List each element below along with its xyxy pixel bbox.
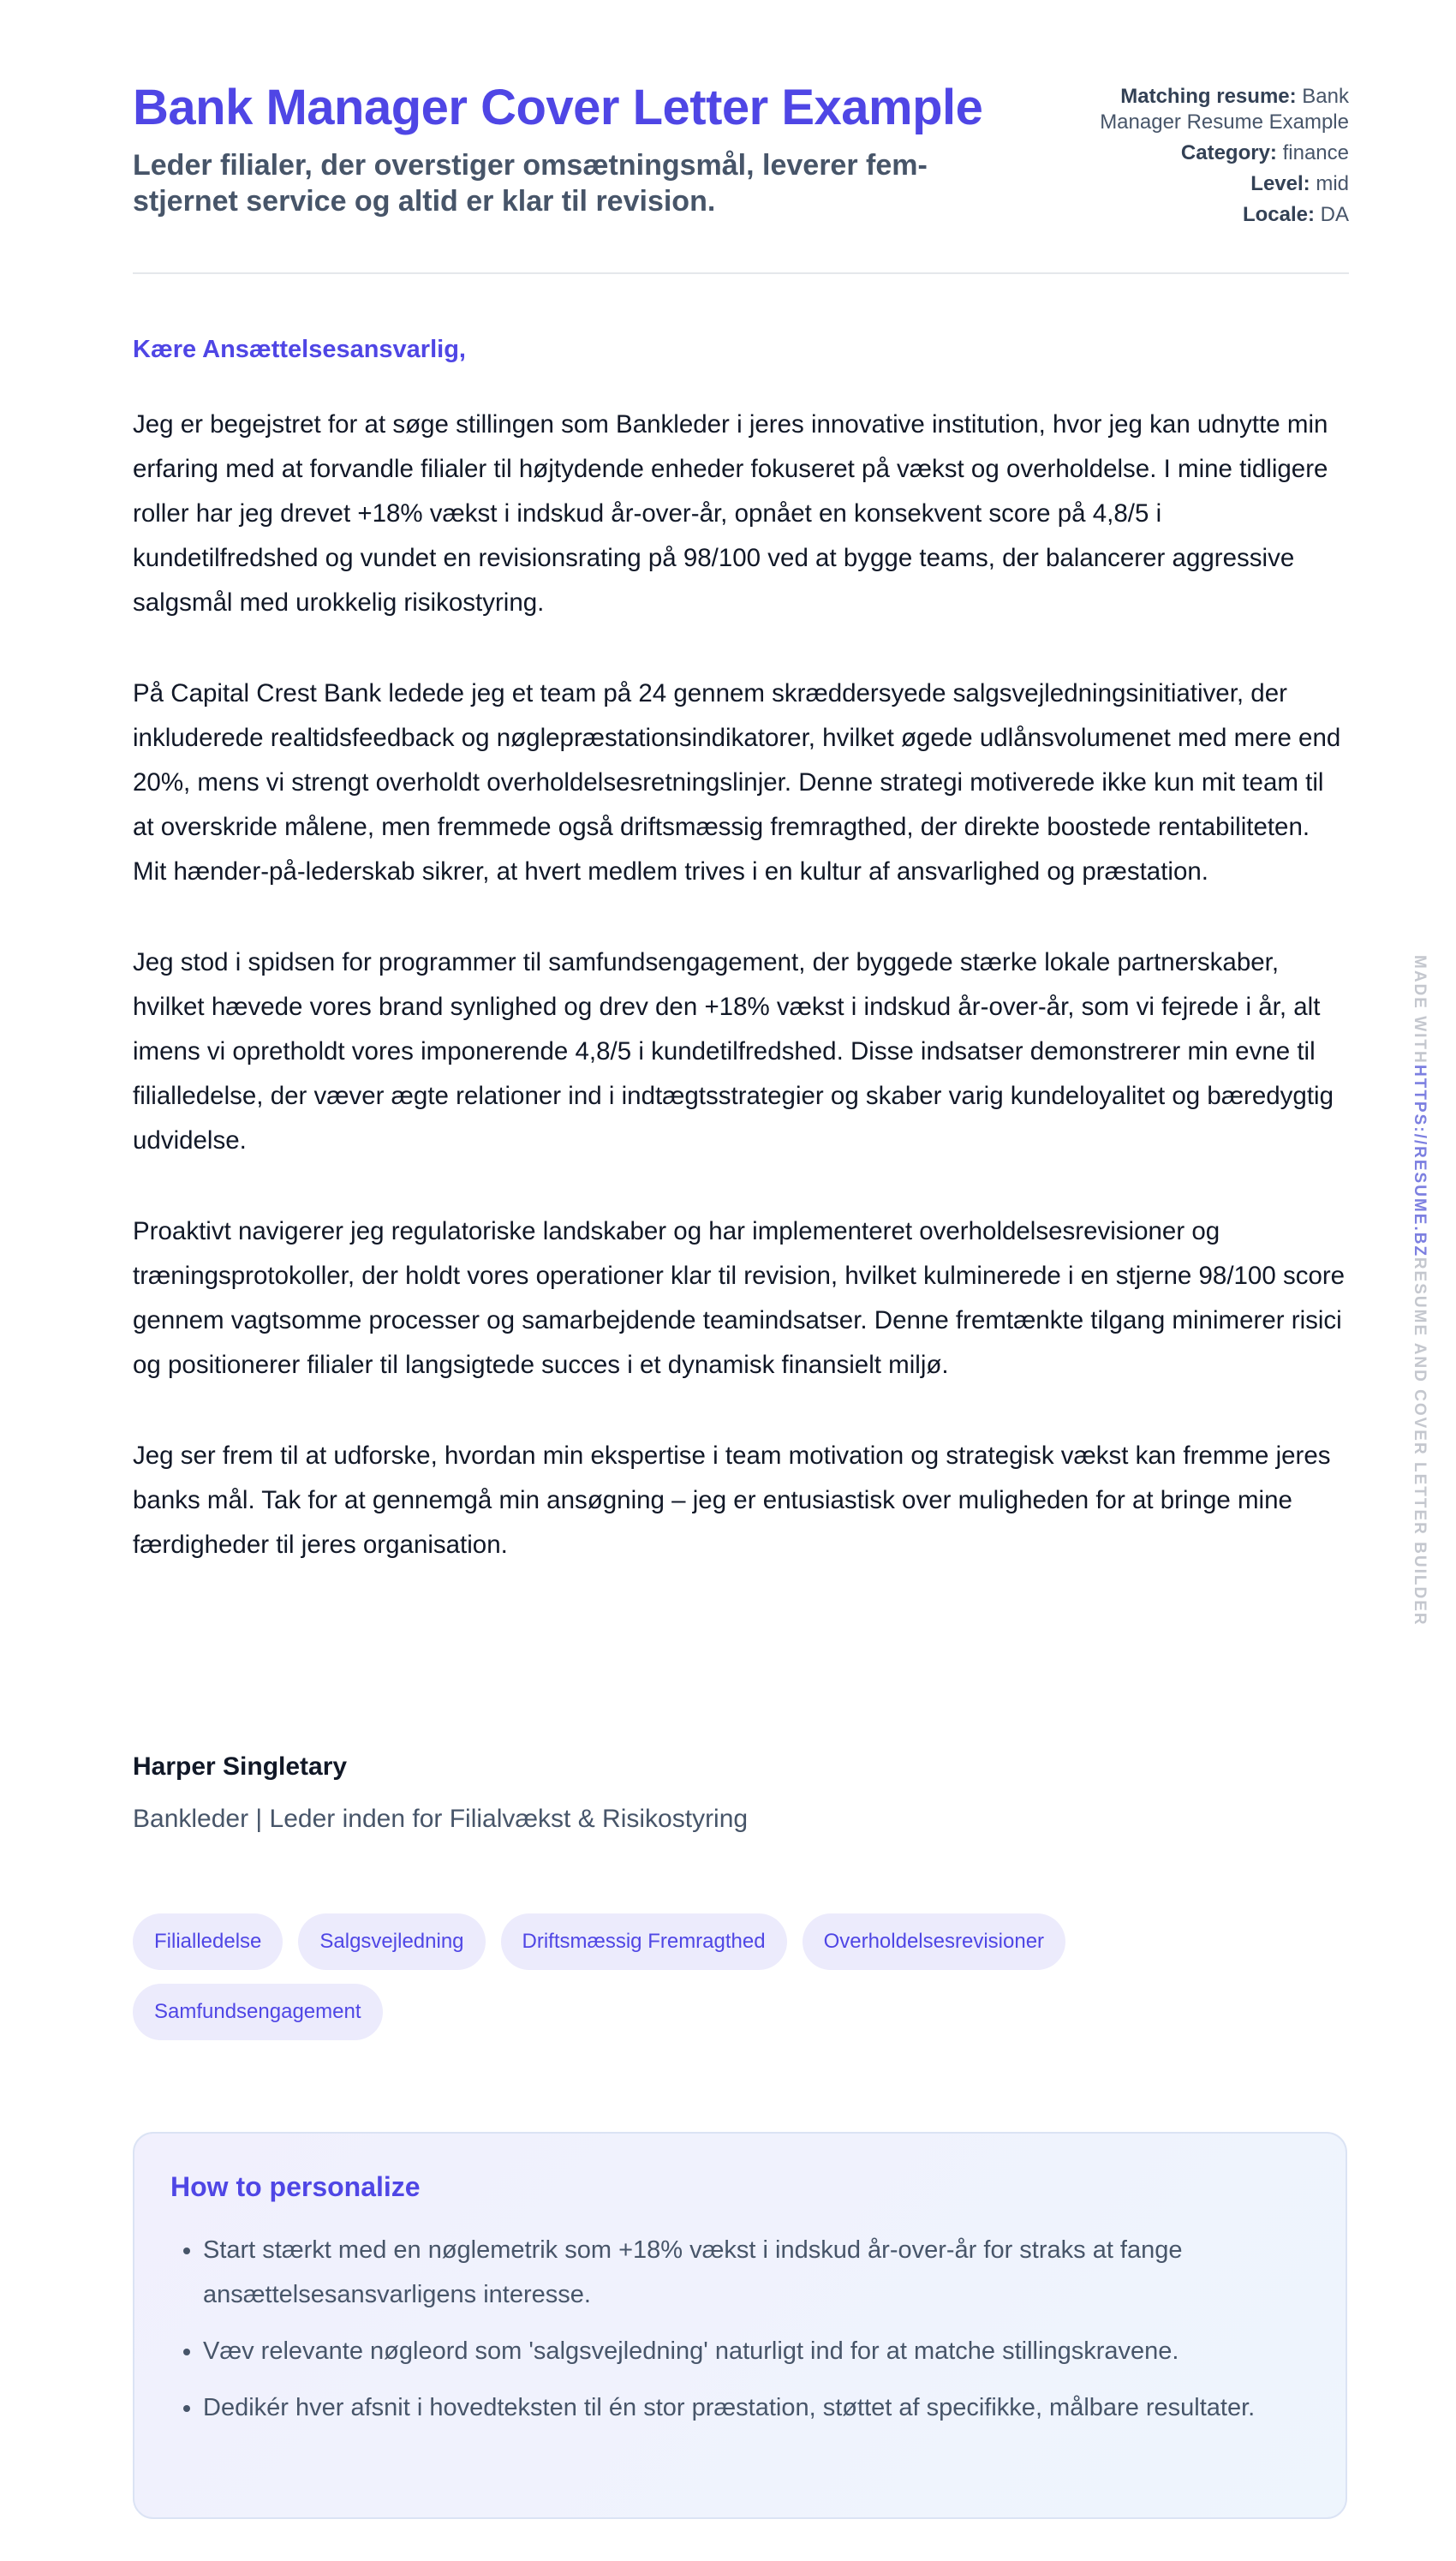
personalize-tips-box bbox=[133, 2132, 1347, 2519]
skill-tag: Samfundsengagement bbox=[133, 1984, 383, 2040]
tips-list bbox=[170, 2228, 1351, 2442]
meta-value: finance bbox=[1282, 141, 1349, 164]
skill-tags bbox=[133, 1913, 1246, 2040]
letter-paragraph: Jeg stod i spidsen for programmer til samfundsengagement, der byggede stærke lokale partnerskaber, hvilket hævede vores brand synlighed og drev den +18% vækst i indskud år-over-år, som vi fejrede i år, alt imens vi opretholdt vores imponerende 4,8/5 i kundetilfredshed. Disse indsatser demonstrerer min evne til filialledelse, der væver ægte relationer ind i indtægtsstrategier og skaber varig kundeloyalitet og bæredygtig udvidelse. bbox=[133, 948, 1334, 1155]
meta-info bbox=[1066, 84, 1349, 233]
meta-matching-resume bbox=[1066, 84, 1349, 135]
watermark-link[interactable]: HTTPS://RESUME.BZ bbox=[1411, 1064, 1429, 1257]
meta-label: Locale: bbox=[1242, 203, 1315, 226]
tip-item: • Dedikér hver afsnit i hovedteksten til én stor præstation, støttet af specifikke, målbare resultater. bbox=[203, 2385, 1351, 2430]
meta-value: mid bbox=[1316, 172, 1349, 195]
skill-tag: Filialledelse bbox=[133, 1913, 283, 1970]
meta-locale bbox=[1066, 202, 1349, 228]
skill-tag: Driftsmæssig Fremragthed bbox=[501, 1913, 787, 1970]
meta-label: Matching resume: bbox=[1120, 85, 1297, 108]
meta-level bbox=[1066, 171, 1349, 197]
tips-heading: How to personalize bbox=[170, 2171, 421, 2202]
signature-title: Bankleder | Leder inden for Filialvækst & Risikostyring bbox=[133, 1805, 749, 1833]
skill-tag: Salgsvejledning bbox=[298, 1913, 485, 1970]
page-subtitle: Leder filialer, der overstiger omsætningsmål, leverer fem-stjernet service og altid er klar til revision. bbox=[133, 149, 928, 218]
watermark-vertical bbox=[1410, 955, 1429, 1627]
skill-tag: Overholdelsesrevisioner bbox=[803, 1913, 1065, 1970]
letter-paragraph: Jeg ser frem til at udforske, hvordan min ekspertise i team motivation og strategisk vækst kan fremme jeres banks mål. Tak for at gennemgå min ansøgning – jeg er entusiastisk over muligheden for at bringe mine færdigheder til jeres organisation. bbox=[133, 1442, 1331, 1559]
watermark-prefix: MADE WITH bbox=[1411, 955, 1429, 1065]
letter-paragraph: På Capital Crest Bank ledede jeg et team på 24 gennem skræddersyede salgsvejledningsinitiativer, der inkluderede realtidsfeedback og nøglepræstationsindikatorer, hvilket øgede udlånsvolumenet med mere end 20%, mens vi strengt overholdt overholdelsesretningslinjer. Denne strategi motiverede ikke kun mit team til at overskride målene, men fremmede også driftsmæssig fremragthed, der direkte boostede rentabiliteten. Mit hænder-på-lederskab sikrer, at hvert medlem trives i en kultur af ansvarlighed og præstation. bbox=[133, 679, 1341, 886]
meta-category bbox=[1066, 140, 1349, 166]
meta-label: Category: bbox=[1180, 141, 1277, 164]
meta-label: Level: bbox=[1250, 172, 1310, 195]
page-title: Bank Manager Cover Letter Example bbox=[133, 80, 983, 135]
meta-value: DA bbox=[1320, 203, 1349, 226]
watermark-suffix: RESUME AND COVER LETTER BUILDER bbox=[1411, 1257, 1429, 1627]
letter-paragraph: Proaktivt navigerer jeg regulatoriske landskaber og har implementeret overholdelsesrevisioner og træningsprotokoller, der holdt vores operationer klar til revision, hvilket kulminerede i en stjerne 98/100 score gennem vagtsomme processer og samarbejdende teamindsatser. Denne fremtænkte tilgang minimerer risici og positionerer filialer til langsigtede succes i et dynamisk finansielt miljø. bbox=[133, 1217, 1346, 1379]
signature-name: Harper Singletary bbox=[133, 1752, 348, 1781]
tip-item: • Væv relevante nøgleord som 'salgsvejledning' naturligt ind for at matche stillingskravene. bbox=[203, 2329, 1351, 2373]
page-header bbox=[133, 0, 1349, 274]
letter-paragraph: Jeg er begejstret for at søge stillingen som Bankleder i jeres innovative institution, hvor jeg kan udnytte min erfaring med at forvandle filialer til højtydende enheder fokuseret på vækst og overholdelse. I mine tidligere roller har jeg drevet +18% vækst i indskud år-over-år, opnået en konsekvent score på 4,8/5 i kundetilfredshed og vundet en revisionsrating på 98/100 ved at bygge teams, der balancerer aggressive salgsmål med urokkelig risikostyring. bbox=[133, 410, 1328, 617]
tip-item: • Start stærkt med en nøglemetrik som +18% vækst i indskud år-over-år for straks at fange ansættelsesansvarligens interesse. bbox=[203, 2228, 1351, 2317]
letter-greeting: Kære Ansættelsesansvarlig, bbox=[133, 336, 466, 363]
letter-body bbox=[133, 403, 1349, 1614]
page bbox=[133, 0, 1349, 2421]
matching-resume-link[interactable]: Bank Manager Resume Example bbox=[1100, 85, 1349, 134]
